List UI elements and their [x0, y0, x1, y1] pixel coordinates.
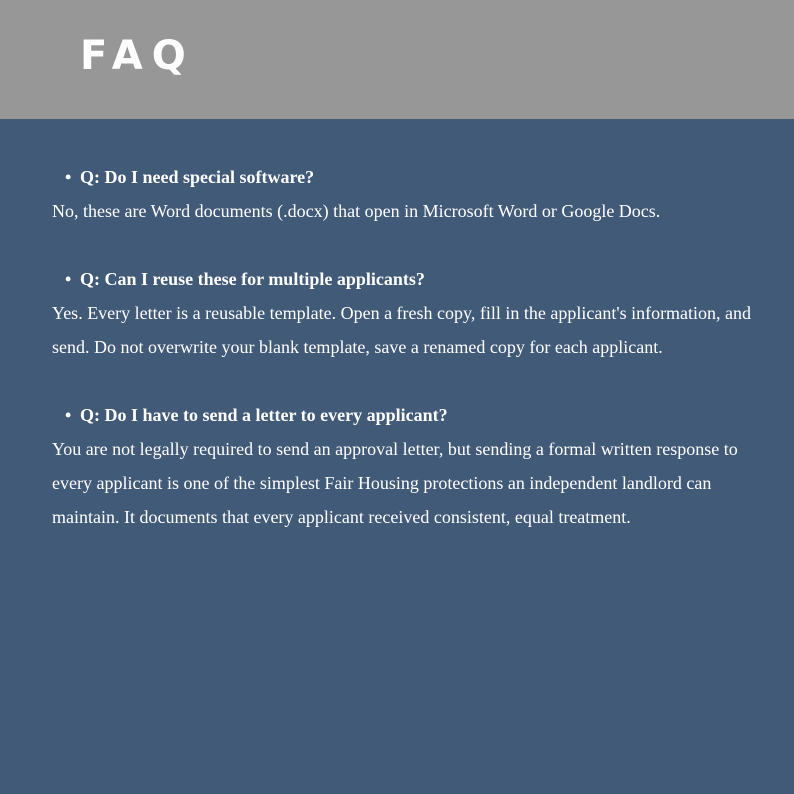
faq-item: [52, 160, 752, 228]
faq-answer: Yes. Every letter is a reusable template. Open a fresh copy, fill in the applicant's information, and send. Do not overwrite your blank template, save a renamed copy for each applicant.: [52, 303, 752, 357]
faq-question: [52, 398, 752, 432]
faq-answer: No, these are Word documents (.docx) that open in Microsoft Word or Google Docs.: [52, 201, 661, 221]
faq-item: [52, 262, 752, 364]
bullet-icon: •: [65, 269, 72, 289]
faq-answer: You are not legally required to send an approval letter, but sending a formal written response to every applicant is one of the simplest Fair Housing protections an independent landlord can maintain. It documents that every applicant received consistent, equal treatment.: [52, 439, 738, 527]
bullet-icon: •: [65, 405, 72, 425]
faq-question-text: Q: Do I have to send a letter to every applicant?: [80, 405, 448, 425]
faq-list: [52, 160, 752, 568]
faq-question: [52, 262, 752, 296]
faq-question: [52, 160, 752, 194]
header-banner: [0, 0, 794, 119]
faq-question-text: Q: Can I reuse these for multiple applicants?: [80, 269, 425, 289]
bullet-icon: •: [65, 167, 72, 187]
faq-question-text: Q: Do I need special software?: [80, 167, 315, 187]
faq-item: [52, 398, 752, 534]
page-title: FAQ: [80, 33, 195, 79]
